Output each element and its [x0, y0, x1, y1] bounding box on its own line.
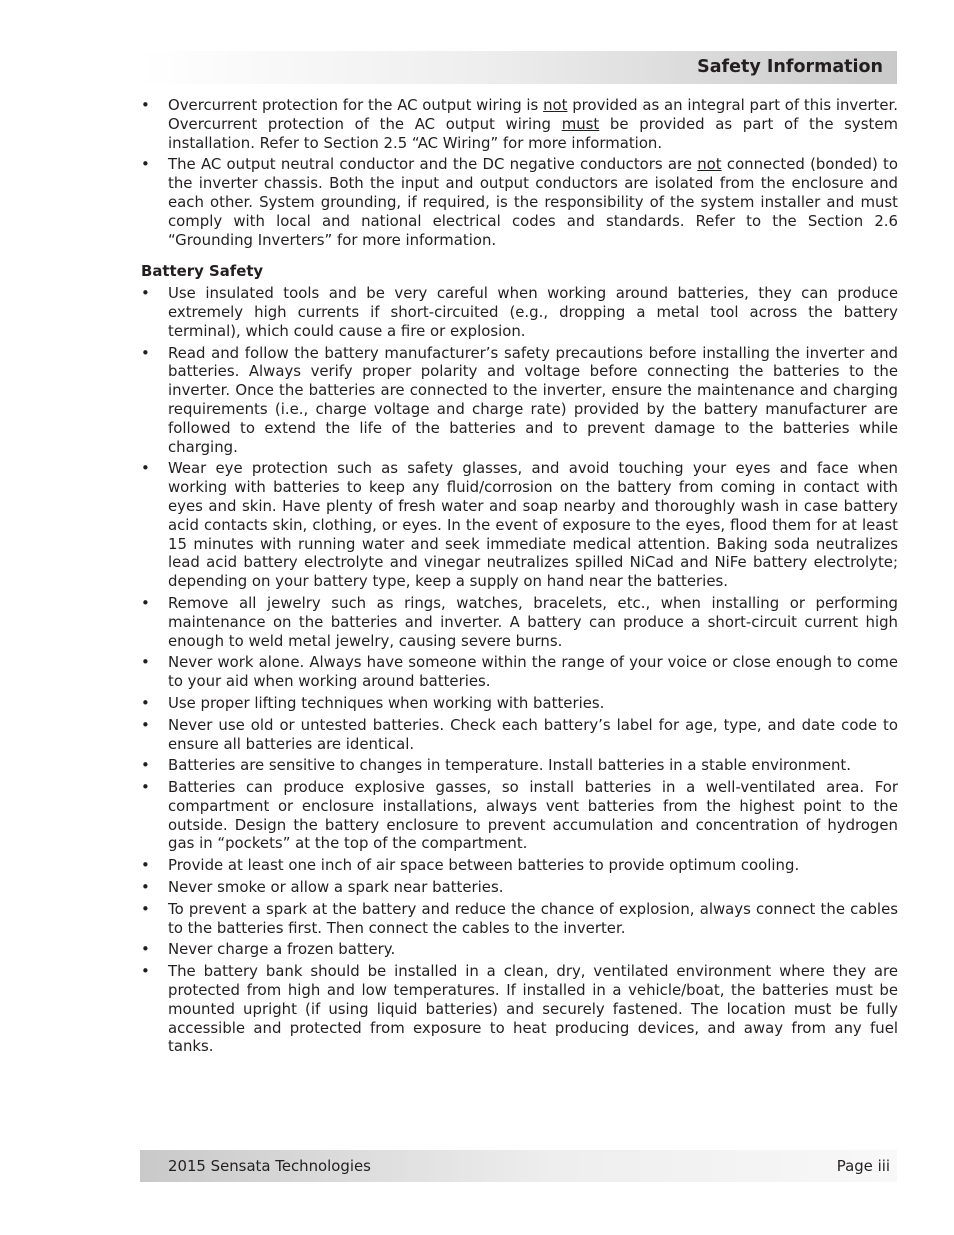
- list-item: • Never work alone. Always have someone within the range of your voice or close enough to come to your aid when working around batteries.: [141, 653, 898, 691]
- list-item: • Remove all jewelry such as rings, watches, bracelets, etc., when installing or performing maintenance on the batteries and inverter. A battery can produce a short-circuit current high enough to weld metal jewelry, causing severe burns.: [141, 594, 898, 650]
- document-body: [141, 96, 898, 1059]
- page-title: Safety Information: [697, 57, 883, 77]
- list-item: • Never use old or untested batteries. Check each battery’s label for age, type, and date code to ensure all batteries are identical.: [141, 716, 898, 754]
- footer-copyright: 2015 Sensata Technologies: [168, 1157, 371, 1175]
- list-item: • Batteries can produce explosive gasses, so install batteries in a well-ventilated area. For compartment or enclosure installations, always vent batteries from the highest point to the outside. Design the battery enclosure to prevent accumulation and concentration of hydrogen gas in “pockets” at the top of the compartment.: [141, 778, 898, 853]
- list-item: • Use insulated tools and be very careful when working around batteries, they can produce extremely high currents if short-circuited (e.g., dropping a metal tool across the battery terminal), which could cause a fire or explosion.: [141, 284, 898, 340]
- list-item: • Provide at least one inch of air space between batteries to provide optimum cooling.: [141, 856, 898, 875]
- list-item: • To prevent a spark at the battery and reduce the chance of explosion, always connect the cables to the batteries first. Then connect the cables to the inverter.: [141, 900, 898, 938]
- list-item: • Overcurrent protection for the AC output wiring is not provided as an integral part of this inverter. Overcurrent protection of the AC output wiring must be provided as part of the system installation. Refer to Section 2.5 “AC Wiring” for more information.: [141, 96, 898, 152]
- list-item: • The AC output neutral conductor and the DC negative conductors are not connected (bonded) to the inverter chassis. Both the input and output conductors are isolated from the enclosure and each other. System grounding, if required, is the responsibility of the system installer and must comply with local and national electrical codes and standards. Refer to the Section 2.6 “Grounding Inverters” for more information.: [141, 155, 898, 249]
- list-item: • Never smoke or allow a spark near batteries.: [141, 878, 898, 897]
- list-item: • Never charge a frozen battery.: [141, 940, 898, 959]
- list-item: • The battery bank should be installed in a clean, dry, ventilated environment where they are protected from high and low temperatures. If installed in a vehicle/boat, the batteries must be mounted upright (if using liquid batteries) and securely fastened. The location must be fully accessible and protected from exposure to heat producing devices, and away from any fuel tanks.: [141, 962, 898, 1056]
- underlined-word: must: [561, 114, 600, 133]
- list-item: • Use proper lifting techniques when working with batteries.: [141, 694, 898, 713]
- battery-safety-list: [141, 284, 898, 1056]
- list-item: • Wear eye protection such as safety glasses, and avoid touching your eyes and face when working with batteries to keep any fluid/corrosion on the battery from coming in contact with eyes and skin. Have plenty of fresh water and soap nearby and thoroughly wash in case battery acid contacts skin, clothing, or eyes. In the event of exposure to the eyes, flood them for at least 15 minutes with running water and seek immediate medical attention. Baking soda neutralizes lead acid battery electrolyte and vinegar neutralizes spilled NiCad and NiFe battery electrolyte; depending on your battery type, keep a supply on hand near the batteries.: [141, 459, 898, 591]
- page-footer: [140, 1150, 897, 1182]
- list-item: • Read and follow the battery manufacturer’s safety precautions before installing the inverter and batteries. Always verify proper polarity and voltage before connecting the batteries to the inverter. Once the batteries are connected to the inverter, ensure the maintenance and charging requirements (i.e., charge voltage and charge rate) provided by the battery manufacturer are followed to extend the life of the batteries and to prevent damage to the batteries while charging.: [141, 344, 898, 457]
- page-number: Page iii: [836, 1157, 890, 1175]
- list-item: • Batteries are sensitive to changes in temperature. Install batteries in a stable environment.: [141, 756, 898, 775]
- page-header: [140, 51, 897, 84]
- intro-list: [141, 96, 898, 249]
- underlined-word: not: [543, 96, 568, 114]
- section-heading: Battery Safety: [141, 262, 264, 281]
- underlined-word: not: [697, 155, 722, 174]
